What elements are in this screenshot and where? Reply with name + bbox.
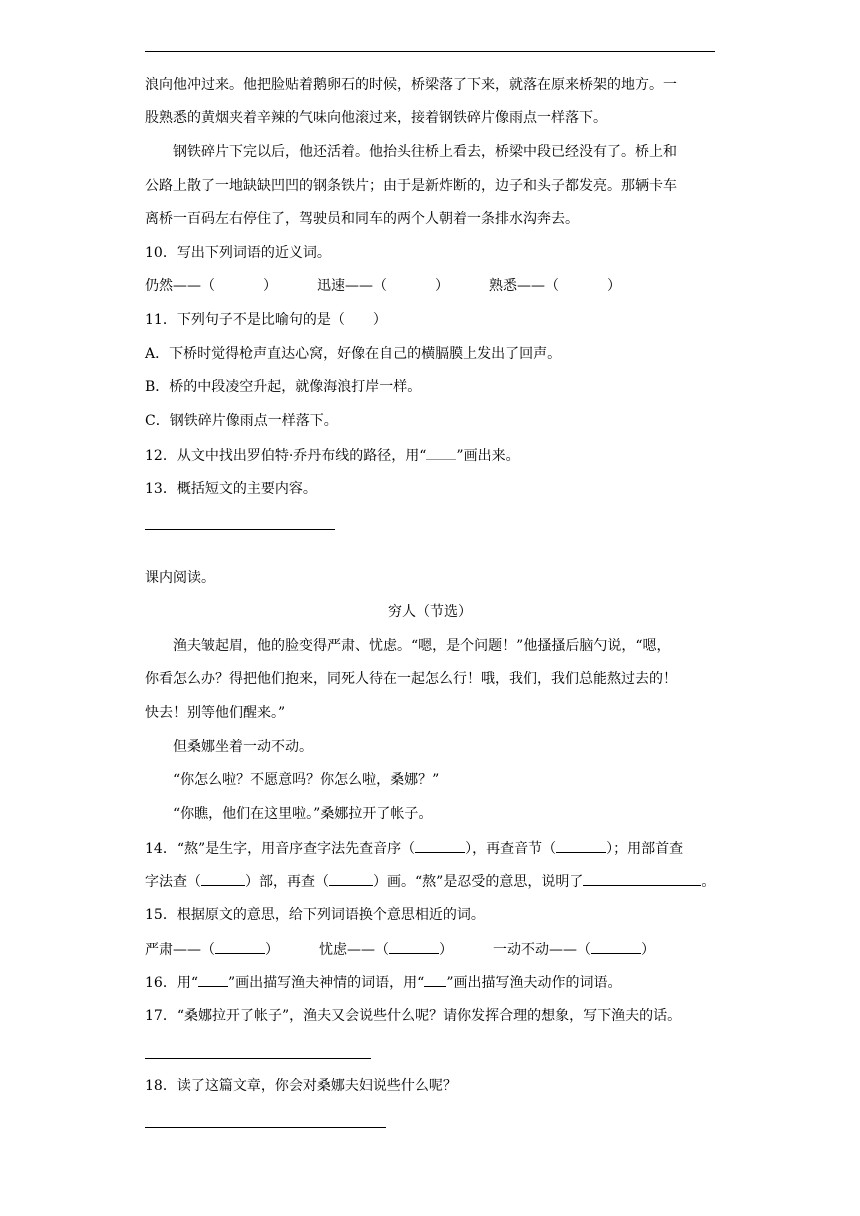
q14-blank-5[interactable] <box>583 871 701 886</box>
q10-item-2: 迅速——（ <box>317 278 387 294</box>
passage1-line-3: 钢铁碎片下完以后，他还活着。他抬头往桥上看去，桥梁中段已经没有了。桥上和 <box>173 144 677 160</box>
passage1-line-1: 浪向他冲过来。他把脸贴着鹅卵石的时候，桥梁落了下来，就落在原来桥架的地方。一 <box>145 77 677 93</box>
q13-answer-line[interactable] <box>145 529 335 530</box>
q11-option-a[interactable]: A．下桥时觉得枪声直达心窝，好像在自己的横膈膜上发出了回声。 <box>145 346 562 362</box>
section2-line-2: 你看怎么办？得把他们抱来，同死人待在一起怎么行！哦，我们，我们总能熬过去的！ <box>145 671 677 687</box>
q14-blank-4[interactable] <box>329 871 373 886</box>
q15-items: 严肃——（ ） 忧虑——（ ） 一动不动——（ ） <box>145 939 655 960</box>
q18-answer-line[interactable] <box>145 1127 386 1128</box>
q11-option-b[interactable]: B．桥的中段凌空升起，就像海浪打岸一样。 <box>145 379 422 395</box>
q14-line-2: 字法查（ ）部，再查（ ）画。“熬”是忍受的意思，说明了 。 <box>145 871 715 892</box>
passage1-line-5: 离桥一百码左右停住了，驾驶员和同车的两个人朝着一条排水沟奔去。 <box>145 211 579 227</box>
section2-intro: 课内阅读。 <box>145 570 215 586</box>
q17-answer-line[interactable] <box>145 1058 371 1059</box>
q12-line: 12．从文中找出罗伯特·乔丹布线的路径，用“ ”画出来。 <box>145 445 520 466</box>
q15-stem: 15．根据原文的意思，给下列词语换个意思相近的词。 <box>145 907 485 923</box>
q16-line-sample-2 <box>424 972 446 987</box>
q10-items: 仍然——（ ） 迅速——（ ） 熟悉——（ ） <box>145 278 621 294</box>
q18-stem: 18．读了这篇文章，你会对桑娜夫妇说些什么呢？ <box>145 1078 457 1094</box>
q17-stem: 17．“桑娜拉开了帐子”，渔夫又会说些什么呢？请你发挥合理的想象，写下渔夫的话。 <box>145 1008 682 1024</box>
q15-item-3: 一动不动——（ <box>493 942 591 958</box>
section2-line-4: 但桑娜坐着一动不动。 <box>173 739 313 755</box>
q10-item-3: 熟悉——（ <box>489 278 559 294</box>
q15-item-2: 忧虑——（ <box>319 942 389 958</box>
q15-blank-1[interactable] <box>215 939 265 954</box>
q12-line-sample <box>426 445 456 460</box>
section2-title: 穷人（节选） <box>388 604 472 620</box>
q15-blank-3[interactable] <box>591 939 641 954</box>
q14-blank-1[interactable] <box>415 838 465 853</box>
q13-stem: 13．概括短文的主要内容。 <box>145 481 317 497</box>
q15-item-1: 严肃——（ <box>145 942 215 958</box>
q11-stem: 11．下列句子不是比喻句的是（ ） <box>145 312 387 328</box>
q14-line-1: 14．“熬”是生字，用音序查字法先查音序（ ），再查音节（ ）；用部首查 <box>145 838 683 859</box>
q11-option-c[interactable]: C．钢铁碎片像雨点一样落下。 <box>145 413 338 429</box>
section2-line-3: 快去！别等他们醒来。” <box>145 705 286 721</box>
q15-blank-2[interactable] <box>389 939 439 954</box>
section2-line-5: “你怎么啦？不愿意吗？你怎么啦，桑娜？” <box>173 772 440 788</box>
header-rule <box>145 51 715 52</box>
q16-line-sample-1 <box>198 972 228 987</box>
q10-item-1: 仍然——（ <box>145 278 215 294</box>
passage1-line-4: 公路上散了一地缺缺凹凹的钢条铁片；由于是新炸断的，边子和头子都发亮。那辆卡车 <box>145 178 677 194</box>
q16-line: 16．用“ ”画出描写渔夫神情的词语，用“ ”画出描写渔夫动作的词语。 <box>145 972 621 993</box>
section2-line-1: 渔夫皱起眉，他的脸变得严肃、忧虑。“嗯，是个问题！”他搔搔后脑勺说，“嗯， <box>173 638 671 654</box>
q14-blank-3[interactable] <box>201 871 245 886</box>
section2-line-6: “你瞧，他们在这里啦。”桑娜拉开了帐子。 <box>173 806 433 822</box>
q14-blank-2[interactable] <box>556 838 606 853</box>
q10-stem: 10．写出下列词语的近义词。 <box>145 245 331 261</box>
passage1-line-2: 股熟悉的黄烟夹着辛辣的气味向他滚过来，接着钢铁碎片像雨点一样落下。 <box>145 110 607 126</box>
